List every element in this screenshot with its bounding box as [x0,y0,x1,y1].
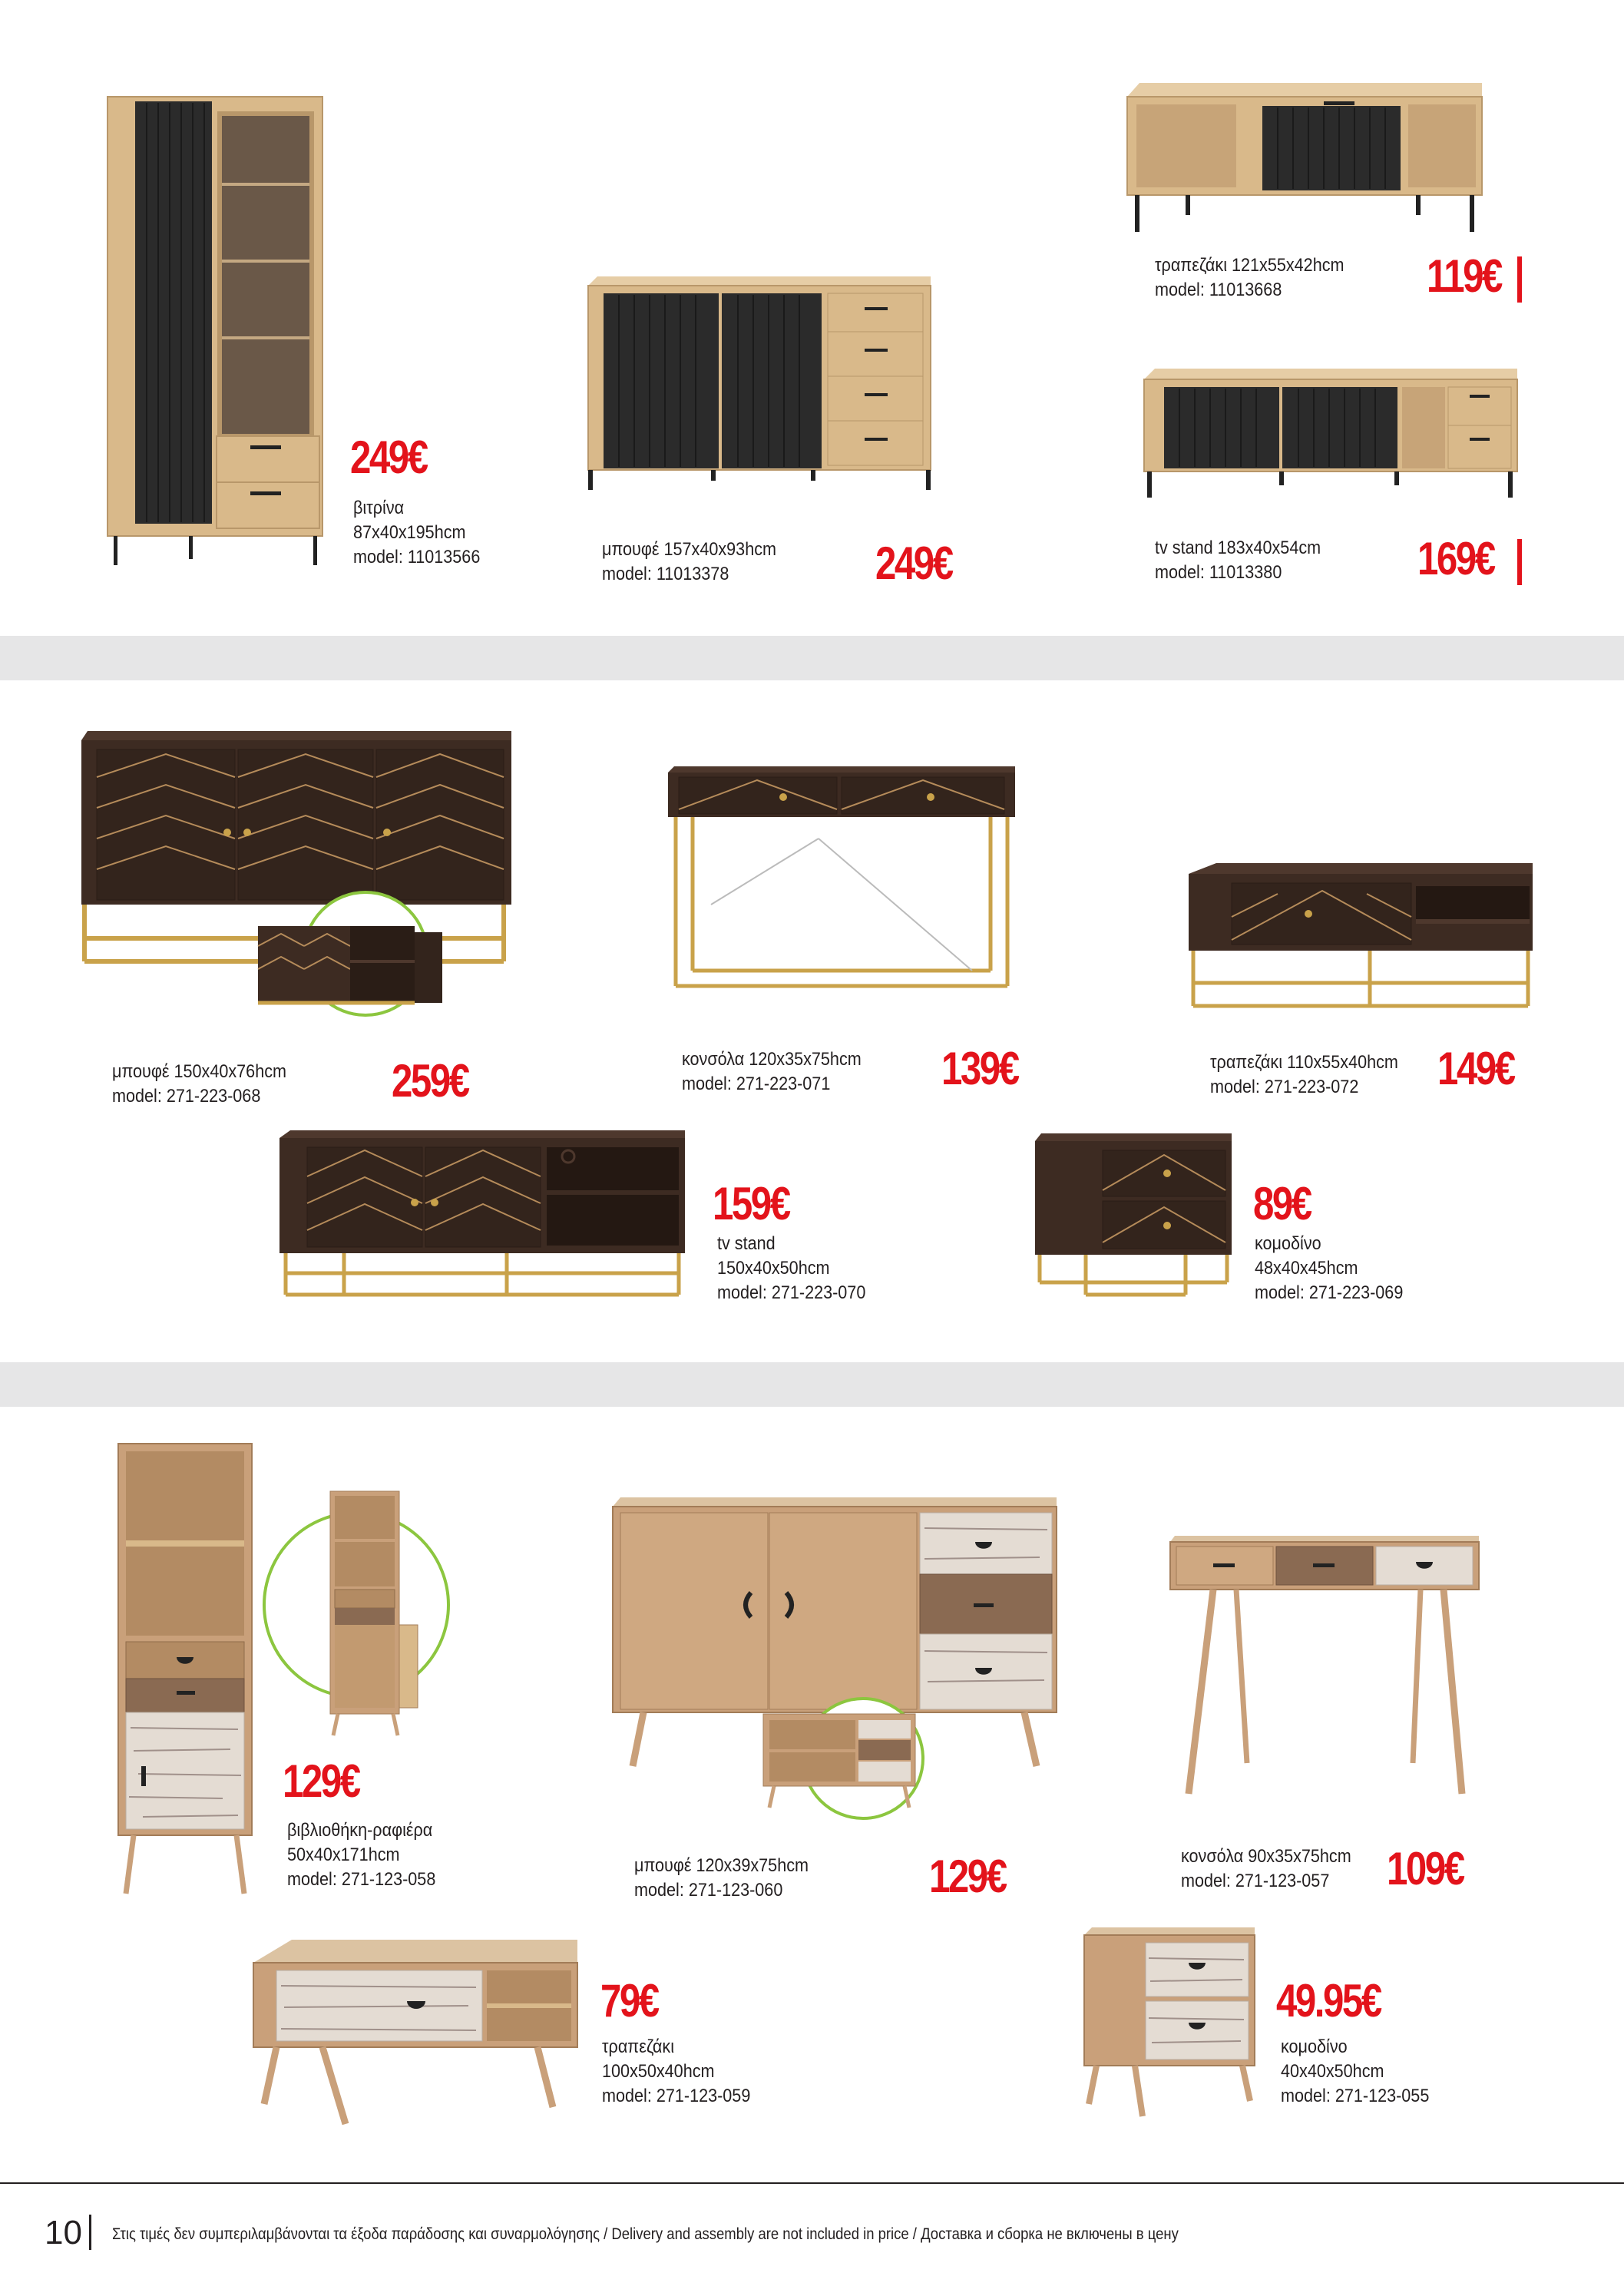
product-name: κομοδίνο [1255,1233,1321,1254]
page-number: 10 [45,2214,82,2251]
footer-disclaimer: Στις τιμές δεν συμπεριλαμβάνονται τα έξοδα παράδοσης και συναρμολόγησης / Delivery and assembly are not included in price / Доставка и сборка не включены в цену [112,2225,1179,2243]
product-dims: 50x40x171hcm [287,1844,400,1865]
product-dims: 87x40x195hcm [353,522,466,543]
product-info [682,1047,862,1097]
price-bar [1517,539,1522,585]
product-name: βιτρίνα [353,498,405,518]
price: 139€ [941,1043,1018,1094]
price: 149€ [1437,1043,1514,1094]
price-bar [1517,256,1522,303]
price: 79€ [600,1975,658,2026]
product-dims: 150x40x50hcm [717,1258,830,1279]
section-divider-2 [0,1362,1624,1407]
product-dims: 40x40x50hcm [1281,2061,1384,2082]
light-coffee-table-image [246,1940,580,2127]
product-model: model: 271-123-057 [1181,1871,1330,1891]
coffee-table-image [1124,83,1485,237]
product-info [1255,1232,1403,1305]
product-model: model: 271-223-070 [717,1282,866,1303]
tv-stand-image [1141,369,1520,499]
product-name: μπουφέ 157x40x93hcm [602,539,777,560]
product-name: βιβλιοθήκη-ραφιέρα [287,1820,433,1841]
product-info [1181,1844,1351,1894]
product-model: model: 271-123-055 [1281,2086,1430,2106]
price: 129€ [283,1755,359,1807]
product-model: model: 11013566 [353,547,481,567]
product-info [1155,536,1321,585]
price: 89€ [1253,1178,1311,1229]
walnut-coffee-table-image [1186,863,1536,1012]
price: 249€ [875,538,952,589]
vitrina-image [104,92,327,568]
product-model: model: 271-223-071 [682,1074,831,1094]
product-name: tv stand [717,1233,776,1254]
footer-rule [0,2182,1624,2184]
product-info [1210,1050,1398,1100]
product-model: model: 271-223-072 [1210,1077,1359,1097]
price: 169€ [1417,533,1494,584]
product-info [112,1060,286,1109]
product-name: τραπεζάκι 121x55x42hcm [1155,255,1345,276]
product-info [634,1854,809,1903]
product-model: model: 271-223-068 [112,1086,261,1107]
price: 249€ [350,432,427,483]
product-name: κομοδίνο [1281,2036,1348,2057]
buffet-image [588,276,934,491]
product-model: model: 11013378 [602,564,729,584]
price: 129€ [929,1851,1006,1902]
product-info [602,538,776,587]
product-name: tv stand 183x40x54cm [1155,538,1321,558]
product-model: model: 271-223-069 [1255,1282,1404,1303]
light-nightstand-image [1081,1927,1258,2119]
section-divider-1 [0,636,1624,680]
product-dims: 48x40x45hcm [1255,1258,1358,1279]
product-info [287,1818,435,1892]
product-info [1155,253,1345,303]
product-dims: 100x50x40hcm [602,2061,715,2082]
product-info [1281,2035,1429,2109]
product-name: κονσόλα 90x35x75hcm [1181,1846,1351,1867]
product-model: model: 271-123-060 [634,1880,783,1901]
product-name: τραπεζάκι 110x55x40hcm [1210,1052,1398,1073]
product-model: model: 271-123-059 [602,2086,751,2106]
product-name: τραπεζάκι [602,2036,675,2057]
product-model: model: 11013668 [1155,280,1282,300]
product-name: κονσόλα 120x35x75hcm [682,1049,862,1070]
light-console-image [1167,1536,1482,1797]
product-name: μπουφέ 150x40x76hcm [112,1061,287,1082]
product-info [602,2035,750,2109]
console-image [665,766,1018,997]
price: 259€ [392,1055,468,1107]
price: 119€ [1427,250,1501,302]
product-name: μπουφέ 120x39x75hcm [634,1855,809,1876]
price: 49.95€ [1276,1975,1381,2026]
walnut-nightstand-image [1032,1133,1235,1298]
product-model: model: 271-123-058 [287,1869,436,1890]
light-oak-buffet-image [610,1497,1060,1820]
product-info [717,1232,865,1305]
page-number-separator [89,2215,91,2250]
price: 109€ [1387,1843,1464,1894]
product-model: model: 11013380 [1155,562,1282,583]
price: 159€ [713,1178,789,1229]
walnut-tv-stand-image [276,1130,688,1299]
product-info [353,496,480,570]
walnut-buffet-image [77,731,514,1015]
